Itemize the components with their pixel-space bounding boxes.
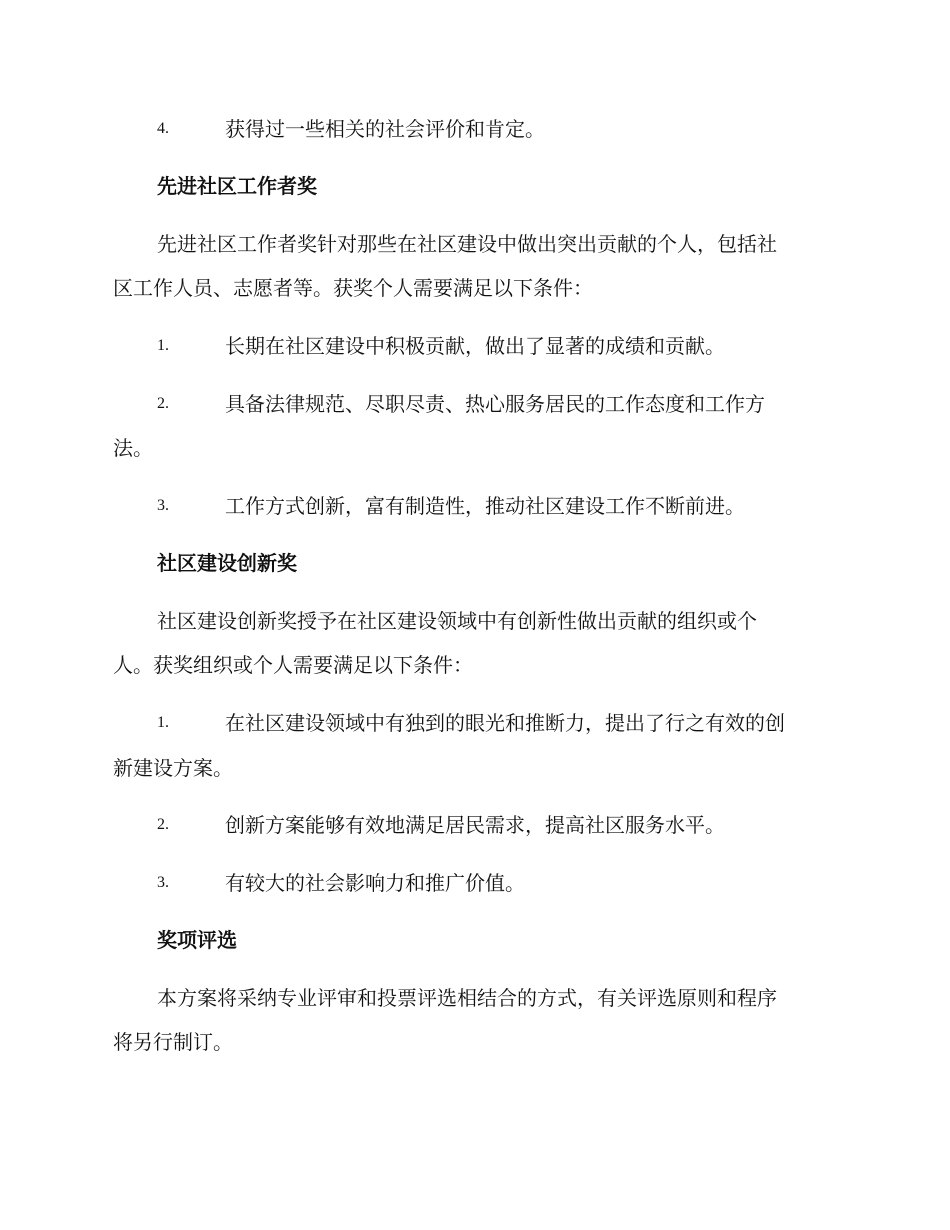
list-item-text: 工作方式创新，富有制造性，推动社区建设工作不断前进。 — [225, 494, 745, 518]
paragraph-line: 将另行制订。 — [113, 1030, 233, 1054]
section-heading: 社区建设创新奖 — [157, 551, 297, 575]
list-number: 2. — [157, 395, 169, 412]
list-item-text: 具备法律规范、尽职尽责、热心服务居民的工作态度和工作方 — [225, 392, 765, 416]
paragraph-line: 区工作人员、志愿者等。获奖个人需要满足以下条件： — [113, 276, 593, 300]
section-heading: 奖项评选 — [157, 928, 237, 952]
list-item-text: 在社区建设领域中有独到的眼光和推断力，提出了行之有效的创 — [225, 711, 785, 735]
list-number: 3. — [157, 874, 169, 891]
list-number: 3. — [157, 497, 169, 514]
list-item-text: 长期在社区建设中积极贡献，做出了显著的成绩和贡献。 — [225, 334, 725, 358]
list-item-text: 获得过一些相关的社会评价和肯定。 — [225, 117, 545, 141]
list-number: 4. — [157, 120, 169, 137]
paragraph-line: 先进社区工作者奖针对那些在社区建设中做出突出贡献的个人，包括社 — [157, 232, 777, 256]
list-number: 2. — [157, 816, 169, 833]
list-item-text: 有较大的社会影响力和推广价值。 — [225, 871, 525, 895]
list-number: 1. — [157, 337, 169, 354]
paragraph-line: 本方案将采纳专业评审和投票评选相结合的方式，有关评选原则和程序 — [157, 986, 777, 1010]
list-item-text-continuation: 法。 — [113, 436, 153, 460]
list-item-text: 创新方案能够有效地满足居民需求，提高社区服务水平。 — [225, 813, 725, 837]
list-number: 1. — [157, 714, 169, 731]
paragraph-line: 社区建设创新奖授予在社区建设领域中有创新性做出贡献的组织或个 — [157, 609, 757, 633]
list-item-text-continuation: 新建设方案。 — [113, 756, 233, 780]
paragraph-line: 人。获奖组织或个人需要满足以下条件： — [113, 653, 473, 677]
section-heading: 先进社区工作者奖 — [157, 174, 317, 198]
